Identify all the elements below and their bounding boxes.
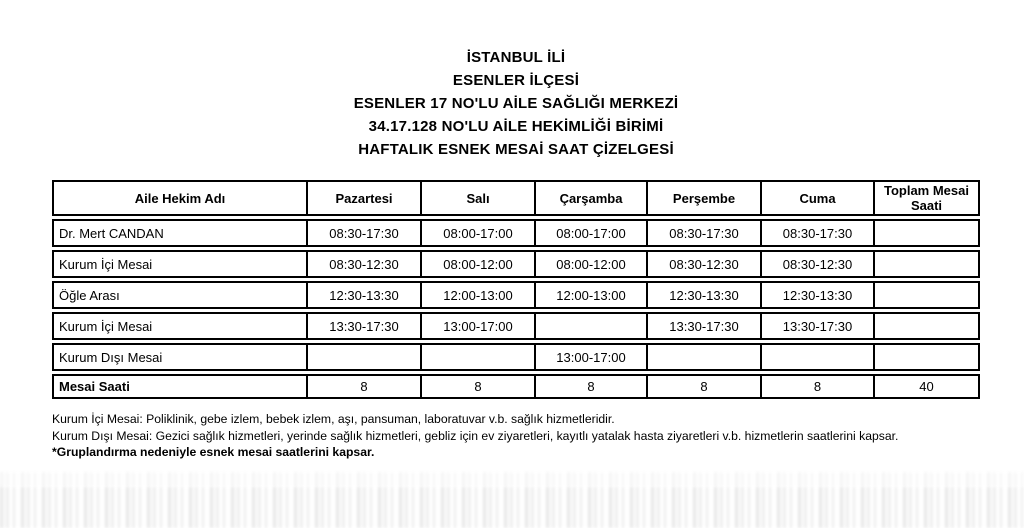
footnote-inhouse-definition: Kurum İçi Mesai: Poliklinik, gebe izlem, bebek izlem, aşı, pansuman, laboratuvar v.b. sağlık hizmetleridir. bbox=[52, 412, 615, 426]
column-header-wednesday: Çarşamba bbox=[536, 180, 648, 216]
footnote-grouping-note: *Gruplandırma nedeniyle esnek mesai saatlerini kapsar. bbox=[52, 445, 375, 459]
schedule-cell: 08:00-17:00 bbox=[536, 219, 648, 247]
title-line-unit: 34.17.128 NO'LU AİLE HEKİMLİĞİ BİRİMİ bbox=[368, 118, 664, 135]
schedule-cell: 08:00-12:00 bbox=[536, 250, 648, 278]
schedule-cell: 13:30-17:30 bbox=[648, 312, 762, 340]
schedule-cell bbox=[648, 343, 762, 371]
column-header-monday: Pazartesi bbox=[308, 180, 422, 216]
schedule-cell: 12:30-13:30 bbox=[762, 281, 875, 309]
total-cell bbox=[875, 312, 980, 340]
table-header-row bbox=[52, 180, 980, 216]
daily-total-cell: 8 bbox=[762, 374, 875, 399]
footnotes-block bbox=[52, 411, 992, 461]
schedule-cell bbox=[536, 312, 648, 340]
weekly-total-cell: 40 bbox=[875, 374, 980, 399]
schedule-cell: 12:00-13:00 bbox=[536, 281, 648, 309]
blurred-scan-artifact bbox=[0, 468, 1024, 528]
row-label-cell: Kurum İçi Mesai bbox=[52, 312, 308, 340]
schedule-cell: 13:30-17:30 bbox=[762, 312, 875, 340]
total-cell bbox=[875, 250, 980, 278]
column-header-total-hours: Toplam Mesai Saati bbox=[875, 180, 980, 216]
title-line-schedule: HAFTALIK ESNEK MESAİ SAAT ÇİZELGESİ bbox=[358, 141, 674, 158]
row-label-cell: Öğle Arası bbox=[52, 281, 308, 309]
schedule-cell: 12:30-13:30 bbox=[648, 281, 762, 309]
table-row-lunch-break bbox=[52, 281, 980, 309]
total-row-label-cell: Mesai Saati bbox=[52, 374, 308, 399]
table-row-doctor bbox=[52, 219, 980, 247]
daily-total-cell: 8 bbox=[536, 374, 648, 399]
daily-total-cell: 8 bbox=[648, 374, 762, 399]
schedule-cell: 08:30-17:30 bbox=[762, 219, 875, 247]
schedule-cell: 08:30-12:30 bbox=[648, 250, 762, 278]
schedule-cell: 13:00-17:00 bbox=[422, 312, 536, 340]
table-row-inhouse-afternoon bbox=[52, 312, 980, 340]
blur-strip-upper bbox=[0, 472, 1024, 487]
schedule-cell: 08:00-17:00 bbox=[422, 219, 536, 247]
total-cell bbox=[875, 281, 980, 309]
schedule-cell: 08:30-17:30 bbox=[308, 219, 422, 247]
table-row-outside-work bbox=[52, 343, 980, 371]
daily-total-cell: 8 bbox=[308, 374, 422, 399]
footnote-outside-definition: Kurum Dışı Mesai: Gezici sağlık hizmetleri, yerinde sağlık hizmetleri, gebliz için ev ziyaretleri, kayıtlı yatalak hasta ziyaretleri v.b. hizmetlerin saatlerini kapsar. bbox=[52, 428, 899, 443]
column-header-doctor-name: Aile Hekim Adı bbox=[52, 180, 308, 216]
schedule-cell: 12:30-13:30 bbox=[308, 281, 422, 309]
schedule-cell bbox=[308, 343, 422, 371]
column-header-friday: Cuma bbox=[762, 180, 875, 216]
doctor-name-cell: Dr. Mert CANDAN bbox=[52, 219, 308, 247]
row-label-cell: Kurum İçi Mesai bbox=[52, 250, 308, 278]
schedule-cell: 08:30-12:30 bbox=[308, 250, 422, 278]
table-row-inhouse-morning bbox=[52, 250, 980, 278]
title-line-center: ESENLER 17 NO'LU AİLE SAĞLIĞI MERKEZİ bbox=[353, 95, 679, 112]
schedule-cell: 13:00-17:00 bbox=[536, 343, 648, 371]
title-line-district: ESENLER İLÇESİ bbox=[452, 72, 580, 89]
column-header-thursday: Perşembe bbox=[648, 180, 762, 216]
schedule-cell: 13:30-17:30 bbox=[308, 312, 422, 340]
schedule-cell bbox=[762, 343, 875, 371]
title-line-province: İSTANBUL İLİ bbox=[466, 49, 566, 66]
title-block bbox=[52, 46, 980, 161]
total-cell bbox=[875, 343, 980, 371]
schedule-cell: 08:00-12:00 bbox=[422, 250, 536, 278]
schedule-cell: 08:30-12:30 bbox=[762, 250, 875, 278]
blur-strip-lower bbox=[0, 487, 1024, 528]
daily-total-cell: 8 bbox=[422, 374, 536, 399]
column-header-tuesday: Salı bbox=[422, 180, 536, 216]
schedule-cell: 12:00-13:00 bbox=[422, 281, 536, 309]
schedule-cell bbox=[422, 343, 536, 371]
weekly-schedule-table bbox=[52, 177, 980, 402]
row-label-cell: Kurum Dışı Mesai bbox=[52, 343, 308, 371]
total-cell bbox=[875, 219, 980, 247]
schedule-cell: 08:30-17:30 bbox=[648, 219, 762, 247]
table-row-total-hours bbox=[52, 374, 980, 399]
